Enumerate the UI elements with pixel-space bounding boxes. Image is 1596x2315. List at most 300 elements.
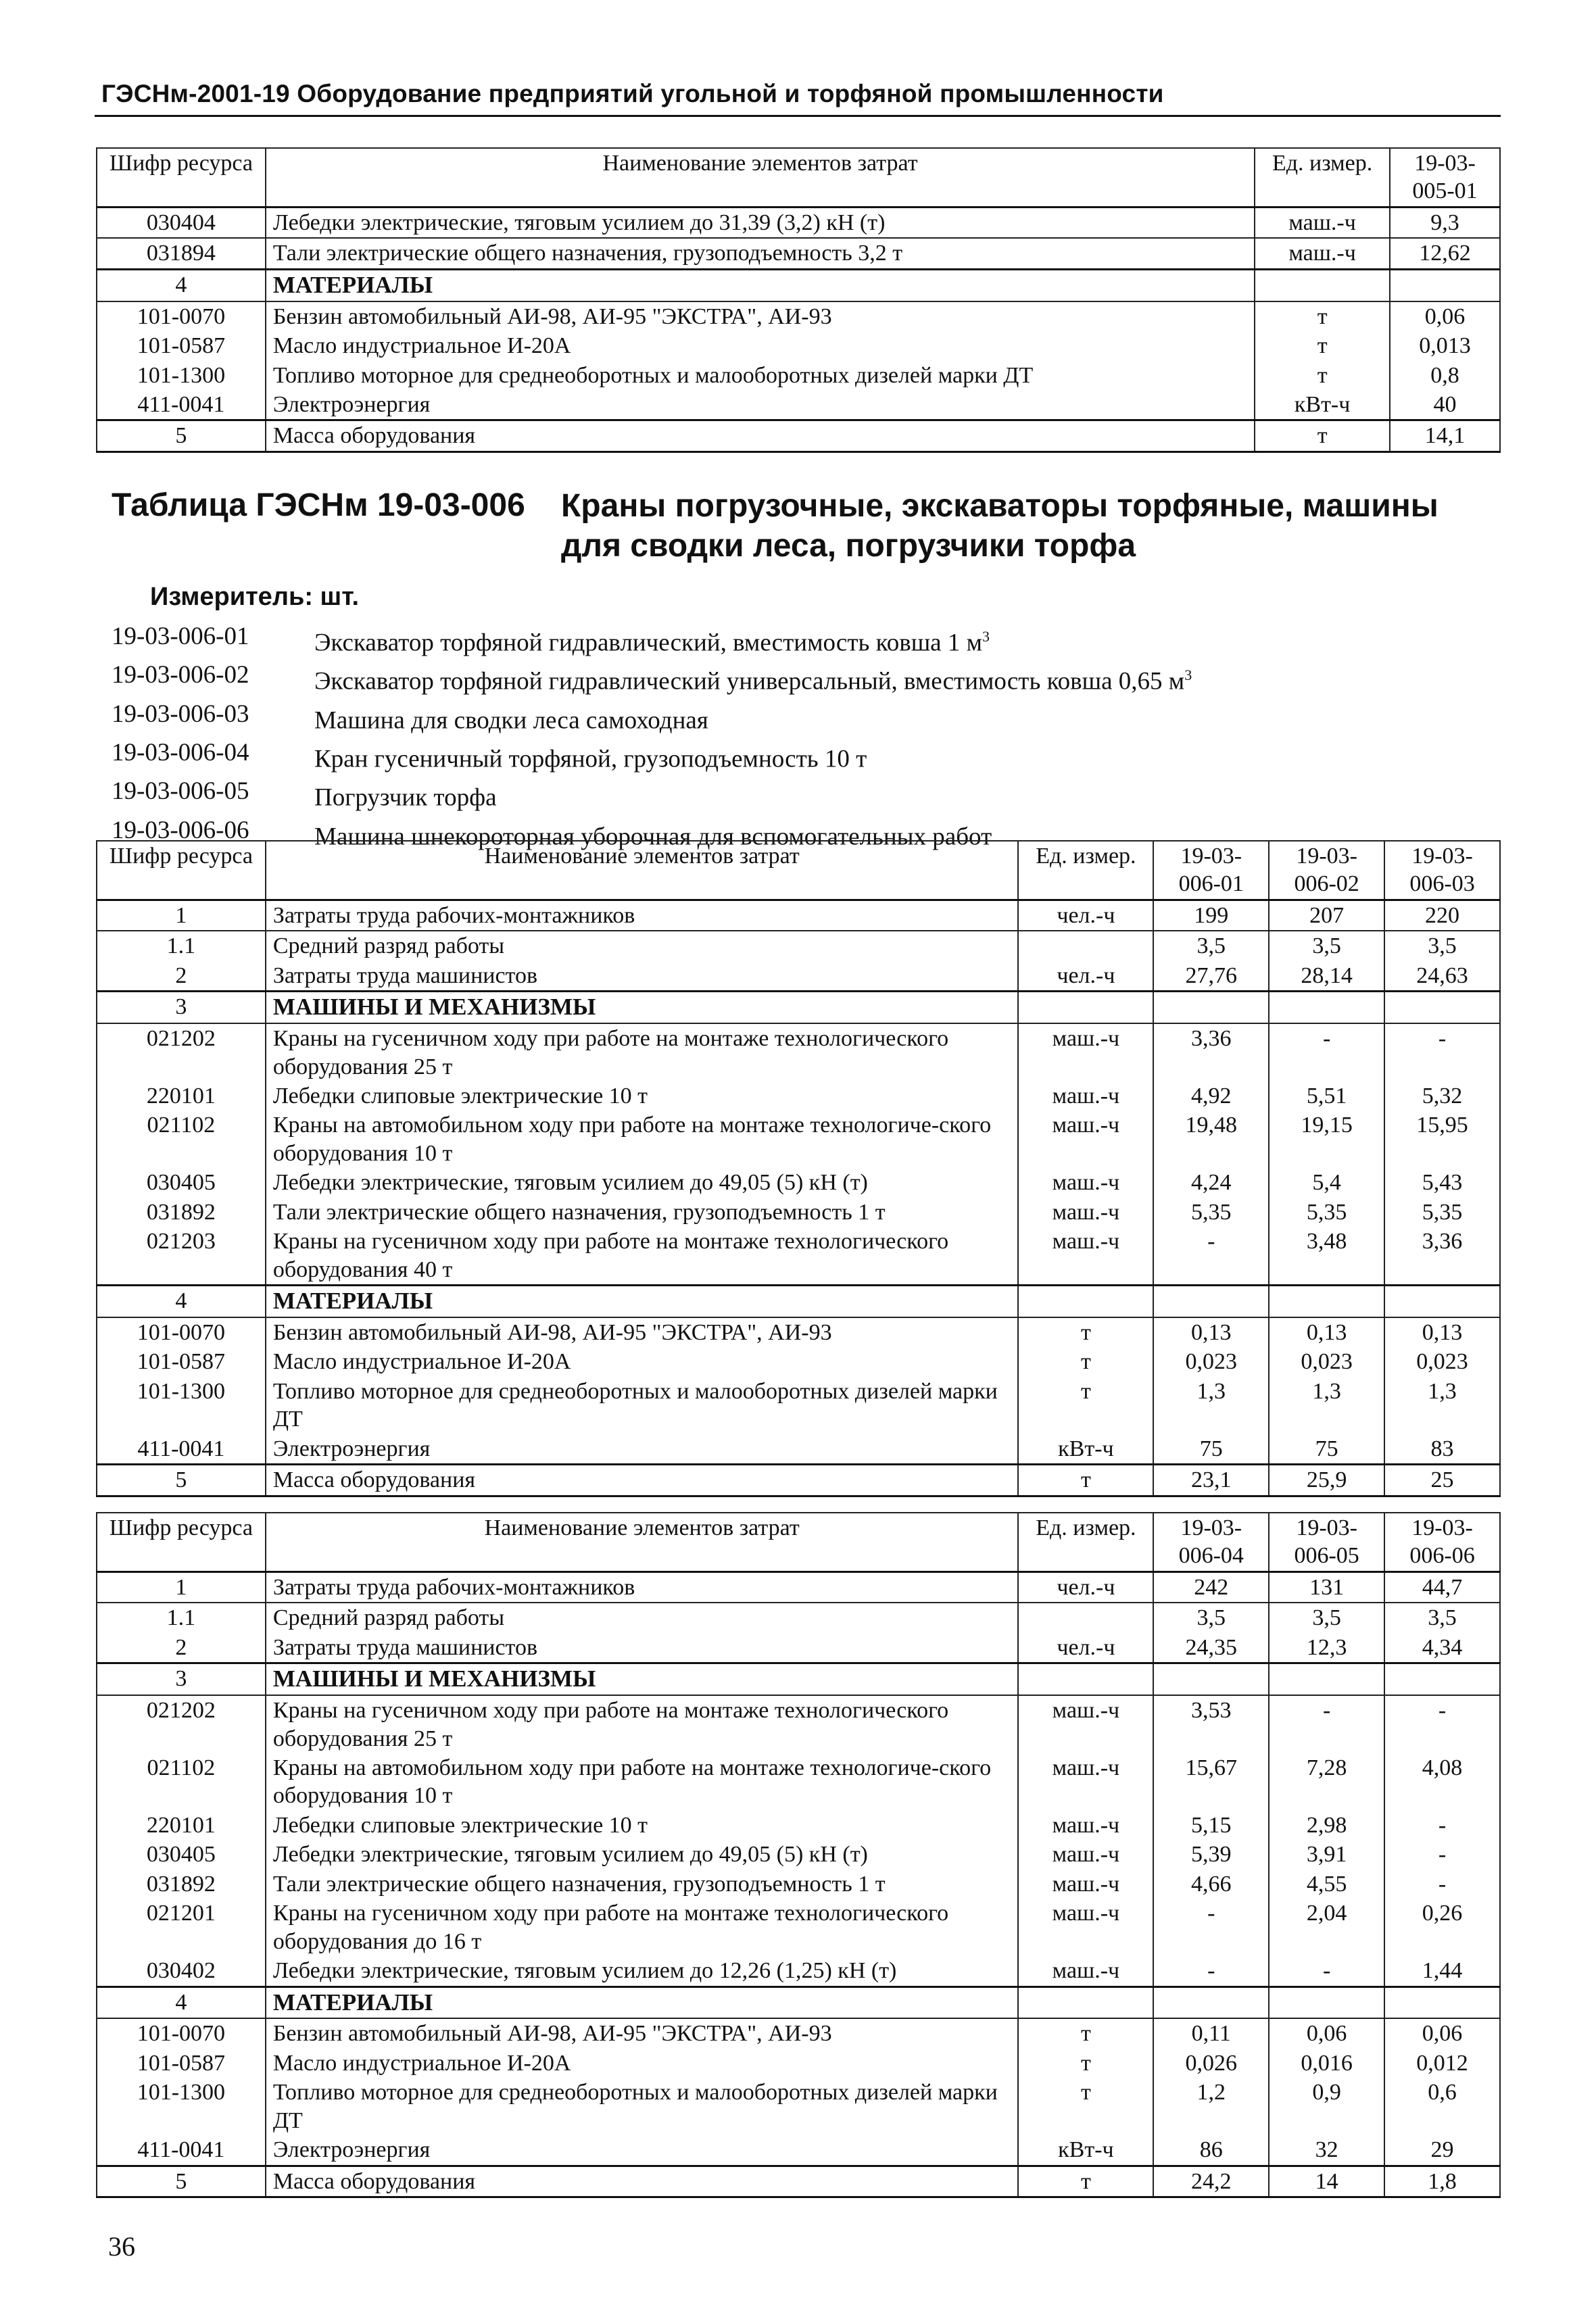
resource-code: 021102 xyxy=(97,1111,266,1168)
resource-name: Электроэнергия xyxy=(266,1434,1019,1465)
resource-value: 5,35 xyxy=(1384,1198,1500,1227)
resource-code: 5 xyxy=(97,1465,266,1496)
table-row xyxy=(97,1347,1500,1376)
resource-unit: чел.-ч xyxy=(1018,1633,1153,1663)
resource-value: 5,43 xyxy=(1384,1168,1500,1197)
table-row xyxy=(97,931,1500,960)
table-row xyxy=(97,1317,1500,1347)
resource-name: Лебедки электрические, тяговым усилием до 12,26 (1,25) кН (т) xyxy=(266,1956,1019,1987)
resource-value: 3,5 xyxy=(1269,1603,1384,1632)
resource-name: Краны на гусеничном ходу при работе на монтаже технологического оборудования 40 т xyxy=(266,1227,1019,1285)
resource-name: МАШИНЫ И МЕХАНИЗМЫ xyxy=(266,1663,1019,1695)
resource-name: Тали электрические общего назначения, грузоподъемность 1 т xyxy=(266,1870,1019,1899)
resource-value: - xyxy=(1269,1956,1384,1987)
resource-value: 9,3 xyxy=(1390,207,1500,238)
resource-unit: т xyxy=(1255,331,1390,360)
resource-unit: т xyxy=(1018,2078,1153,2135)
item-code: 19-03-006-03 xyxy=(112,700,249,728)
resource-unit: маш.-ч xyxy=(1018,1081,1153,1111)
resource-value: 131 xyxy=(1269,1571,1384,1603)
resource-value: 1,3 xyxy=(1269,1377,1384,1434)
resource-code: 030402 xyxy=(97,1956,266,1987)
table-row xyxy=(97,1434,1500,1465)
resource-code: 1.1 xyxy=(97,1603,266,1632)
resource-name: Средний разряд работы xyxy=(266,931,1019,960)
resource-value: 0,9 xyxy=(1269,2078,1384,2135)
resource-code: 411-0041 xyxy=(97,2135,266,2166)
resource-value: 14,1 xyxy=(1390,420,1500,452)
table-row xyxy=(97,361,1500,390)
table-row xyxy=(97,1753,1500,1811)
resource-value: 3,5 xyxy=(1384,1603,1500,1632)
resource-value: - xyxy=(1269,1023,1384,1081)
resource-value: - xyxy=(1153,1227,1269,1285)
resource-value: 0,13 xyxy=(1153,1317,1269,1347)
resource-value: 27,76 xyxy=(1153,961,1269,992)
resource-value: 1,2 xyxy=(1153,2078,1269,2135)
resource-code: 101-0587 xyxy=(97,2049,266,2078)
resource-code: 101-0070 xyxy=(97,1317,266,1347)
resource-name: Электроэнергия xyxy=(266,390,1255,420)
table-row xyxy=(97,1899,1500,1956)
resource-name: Бензин автомобильный АИ-98, АИ-95 "ЭКСТРА", АИ-93 xyxy=(266,2018,1019,2048)
resource-value xyxy=(1269,1987,1384,2018)
resource-value xyxy=(1153,1987,1269,2018)
header-col-1: 19-03-006-01 xyxy=(1153,841,1269,900)
page-header: ГЭСНм-2001-19 Оборудование предприятий угольной и торфяной промышленности xyxy=(101,80,1164,107)
resource-name: Лебедки электрические, тяговым усилием до 49,05 (5) кН (т) xyxy=(266,1840,1019,1869)
item-superscript: 3 xyxy=(982,628,990,645)
resource-value: 3,5 xyxy=(1153,1603,1269,1632)
resource-unit xyxy=(1018,1987,1153,2018)
resource-unit: маш.-ч xyxy=(1018,1956,1153,1987)
resource-unit: маш.-ч xyxy=(1018,1168,1153,1197)
item-code: 19-03-006-01 xyxy=(112,623,249,650)
table-row xyxy=(97,269,1500,301)
resource-value: 0,13 xyxy=(1384,1317,1500,1347)
resource-name: Затраты труда рабочих-монтажников xyxy=(266,1571,1019,1603)
resource-unit: кВт-ч xyxy=(1018,1434,1153,1465)
table-row xyxy=(97,1695,1500,1753)
resource-unit: маш.-ч xyxy=(1018,1023,1153,1081)
resource-code: 101-0587 xyxy=(97,1347,266,1376)
resource-code: 101-0070 xyxy=(97,301,266,331)
resource-name: Топливо моторное для среднеоборотных и малооборотных дизелей марки ДТ xyxy=(266,1377,1019,1434)
header-col-2: 19-03-006-05 xyxy=(1269,1513,1384,1571)
resource-name: Топливо моторное для среднеоборотных и малооборотных дизелей марки ДТ xyxy=(266,2078,1019,2135)
table-row xyxy=(97,331,1500,360)
table-row xyxy=(97,1023,1500,1081)
resource-value: 24,35 xyxy=(1153,1633,1269,1663)
table-row xyxy=(97,1377,1500,1434)
resource-name: Краны на гусеничном ходу при работе на монтаже технологического оборудования 25 т xyxy=(266,1695,1019,1753)
resource-value xyxy=(1384,1663,1500,1695)
resource-unit: кВт-ч xyxy=(1018,2135,1153,2166)
resource-value: 4,55 xyxy=(1269,1870,1384,1899)
resource-name: Затраты труда машинистов xyxy=(266,1633,1019,1663)
resource-name: Электроэнергия xyxy=(266,2135,1019,2166)
resource-value: 3,53 xyxy=(1153,1695,1269,1753)
resource-value: - xyxy=(1384,1811,1500,1840)
resource-value: 199 xyxy=(1153,900,1269,931)
resource-value: 1,3 xyxy=(1153,1377,1269,1434)
resource-value: 1,3 xyxy=(1384,1377,1500,1434)
list-item xyxy=(112,659,1192,698)
resource-value: 3,5 xyxy=(1384,931,1500,960)
table-row xyxy=(97,900,1500,931)
resource-unit: кВт-ч xyxy=(1255,390,1390,420)
item-code: 19-03-006-06 xyxy=(112,816,249,844)
item-list xyxy=(112,620,1192,853)
resource-code: 101-1300 xyxy=(97,1377,266,1434)
table-row xyxy=(97,2018,1500,2048)
resource-unit xyxy=(1018,1286,1153,1317)
resource-name: Краны на гусеничном ходу при работе на монтаже технологического оборудования 25 т xyxy=(266,1023,1019,1081)
list-item xyxy=(112,737,1192,775)
list-item xyxy=(112,620,1192,659)
resource-unit: маш.-ч xyxy=(1018,1111,1153,1168)
resource-name: МАШИНЫ И МЕХАНИЗМЫ xyxy=(266,992,1019,1023)
resource-code: 1.1 xyxy=(97,931,266,960)
resource-unit: т xyxy=(1255,301,1390,331)
item-text xyxy=(314,737,867,775)
resource-code: 4 xyxy=(97,1987,266,2018)
resource-value xyxy=(1384,1987,1500,2018)
resource-unit xyxy=(1018,1663,1153,1695)
resource-value: 0,023 xyxy=(1269,1347,1384,1376)
resource-value: 5,35 xyxy=(1269,1198,1384,1227)
resource-unit: т xyxy=(1255,361,1390,390)
item-text-main: Машина шнекороторная уборочная для вспомогательных работ xyxy=(314,822,992,850)
resource-unit: т xyxy=(1018,1347,1153,1376)
header-col-3: 19-03-006-06 xyxy=(1384,1513,1500,1571)
resource-value: 3,91 xyxy=(1269,1840,1384,1869)
resource-unit: маш.-ч xyxy=(1018,1198,1153,1227)
resource-name: Лебедки электрические, тяговым усилием до 31,39 (3,2) кН (т) xyxy=(266,207,1255,238)
resource-unit: т xyxy=(1018,2018,1153,2048)
table-row xyxy=(97,1811,1500,1840)
resource-code: 101-1300 xyxy=(97,2078,266,2135)
resource-name: Масло индустриальное И-20А xyxy=(266,331,1255,360)
resource-value: - xyxy=(1384,1840,1500,1869)
resource-name: Топливо моторное для среднеоборотных и малооборотных дизелей марки ДТ xyxy=(266,361,1255,390)
resource-value: 5,39 xyxy=(1153,1840,1269,1869)
resource-unit xyxy=(1018,931,1153,960)
resource-value: 0,8 xyxy=(1390,361,1500,390)
resource-value: 25 xyxy=(1384,1465,1500,1496)
resource-unit: маш.-ч xyxy=(1018,1695,1153,1753)
resource-code: 101-1300 xyxy=(97,361,266,390)
resource-code: 021201 xyxy=(97,1899,266,1956)
resource-value: 5,4 xyxy=(1269,1168,1384,1197)
header-unit: Ед. измер. xyxy=(1255,148,1390,207)
table-row xyxy=(97,2166,1500,2197)
resource-unit: чел.-ч xyxy=(1018,900,1153,931)
header-code: Шифр ресурса xyxy=(97,1513,266,1571)
list-item xyxy=(112,775,1192,814)
resource-code: 220101 xyxy=(97,1081,266,1111)
resource-name: Бензин автомобильный АИ-98, АИ-95 "ЭКСТРА", АИ-93 xyxy=(266,1317,1019,1347)
item-code: 19-03-006-02 xyxy=(112,661,249,689)
resource-value: 0,6 xyxy=(1384,2078,1500,2135)
resource-code: 2 xyxy=(97,961,266,992)
table-row xyxy=(97,420,1500,452)
resource-code: 3 xyxy=(97,992,266,1023)
resource-value: 5,32 xyxy=(1384,1081,1500,1111)
resource-value xyxy=(1269,992,1384,1023)
table-title-text: Краны погрузочные, экскаваторы торфяные, машины для сводки леса, погрузчики торфа xyxy=(561,488,1438,564)
item-text-main: Машина для сводки леса самоходная xyxy=(314,706,708,734)
resource-value: 7,28 xyxy=(1269,1753,1384,1811)
resource-value: 4,34 xyxy=(1384,1633,1500,1663)
resource-code: 021202 xyxy=(97,1695,266,1753)
resource-unit: чел.-ч xyxy=(1018,961,1153,992)
resource-code: 101-0587 xyxy=(97,331,266,360)
resource-code: 5 xyxy=(97,420,266,452)
item-text-main: Погрузчик торфа xyxy=(314,783,497,812)
resource-value: 0,026 xyxy=(1153,2049,1269,2078)
header-col-1: 19-03-005-01 xyxy=(1390,148,1500,207)
page-number: 36 xyxy=(108,2231,135,2262)
resource-name: Масло индустриальное И-20А xyxy=(266,1347,1019,1376)
resource-value xyxy=(1153,1663,1269,1695)
resource-value: 28,14 xyxy=(1269,961,1384,992)
resource-unit: маш.-ч xyxy=(1018,1227,1153,1285)
resource-unit: т xyxy=(1018,1377,1153,1434)
resource-value: 19,48 xyxy=(1153,1111,1269,1168)
resource-code: 101-0070 xyxy=(97,2018,266,2048)
resource-value: 1,8 xyxy=(1384,2166,1500,2197)
resource-name: Лебедки электрические, тяговым усилием до 49,05 (5) кН (т) xyxy=(266,1168,1019,1197)
resource-code: 220101 xyxy=(97,1811,266,1840)
resource-table-top xyxy=(96,147,1501,453)
resource-value: 19,15 xyxy=(1269,1111,1384,1168)
resource-name: Масло индустриальное И-20А xyxy=(266,2049,1019,2078)
resource-unit: т xyxy=(1018,1465,1153,1496)
resource-unit xyxy=(1018,1603,1153,1632)
item-code: 19-03-006-04 xyxy=(112,738,249,766)
resource-value: 44,7 xyxy=(1384,1571,1500,1603)
item-superscript: 3 xyxy=(1184,666,1192,684)
resource-value: 2,98 xyxy=(1269,1811,1384,1840)
header-col-3: 19-03-006-03 xyxy=(1384,841,1500,900)
resource-value xyxy=(1384,992,1500,1023)
table-row xyxy=(97,1465,1500,1496)
header-name: Наименование элементов затрат xyxy=(266,148,1255,207)
resource-value: - xyxy=(1153,1956,1269,1987)
resource-name: Краны на автомобильном ходу при работе на монтаже технологиче-ского оборудования 10 т xyxy=(266,1753,1019,1811)
header-code: Шифр ресурса xyxy=(97,841,266,900)
header-name: Наименование элементов затрат xyxy=(266,841,1019,900)
table-a-body xyxy=(97,900,1500,1496)
table-row xyxy=(97,1081,1500,1111)
resource-value: 40 xyxy=(1390,390,1500,420)
resource-value: 0,06 xyxy=(1269,2018,1384,2048)
resource-name: Масса оборудования xyxy=(266,1465,1019,1496)
table-row xyxy=(97,207,1500,238)
resource-name: МАТЕРИАЛЫ xyxy=(266,1286,1019,1317)
resource-value: 24,63 xyxy=(1384,961,1500,992)
resource-code: 030404 xyxy=(97,207,266,238)
resource-code: 1 xyxy=(97,900,266,931)
table-row xyxy=(97,301,1500,331)
table-row xyxy=(97,1603,1500,1632)
resource-unit: маш.-ч xyxy=(1255,238,1390,269)
resource-unit: маш.-ч xyxy=(1018,1840,1153,1869)
resource-value: 1,44 xyxy=(1384,1956,1500,1987)
measure-unit: Измеритель: шт. xyxy=(150,583,360,611)
resource-unit: маш.-ч xyxy=(1018,1811,1153,1840)
resource-code: 031894 xyxy=(97,238,266,269)
table-row xyxy=(97,1571,1500,1603)
resource-value: - xyxy=(1269,1695,1384,1753)
resource-code: 4 xyxy=(97,269,266,301)
item-text xyxy=(314,659,1192,698)
resource-value: 5,15 xyxy=(1153,1811,1269,1840)
resource-code: 031892 xyxy=(97,1198,266,1227)
resource-code: 411-0041 xyxy=(97,390,266,420)
resource-value: 15,67 xyxy=(1153,1753,1269,1811)
resource-value: 0,023 xyxy=(1384,1347,1500,1376)
resource-value: 15,95 xyxy=(1384,1111,1500,1168)
resource-unit: маш.-ч xyxy=(1018,1753,1153,1811)
resource-value xyxy=(1269,1286,1384,1317)
resource-value xyxy=(1269,1663,1384,1695)
resource-code: 030405 xyxy=(97,1168,266,1197)
resource-code: 3 xyxy=(97,1663,266,1695)
resource-value: 0,016 xyxy=(1269,2049,1384,2078)
resource-name: Краны на автомобильном ходу при работе на монтаже технологиче-ского оборудования 10 т xyxy=(266,1111,1019,1168)
resource-value: 5,35 xyxy=(1153,1198,1269,1227)
resource-value: 0,26 xyxy=(1384,1899,1500,1956)
table-row xyxy=(97,2078,1500,2135)
resource-name: Краны на гусеничном ходу при работе на монтаже технологического оборудования до 16 т xyxy=(266,1899,1019,1956)
resource-code: 021102 xyxy=(97,1753,266,1811)
resource-value: 4,24 xyxy=(1153,1168,1269,1197)
header-col-1: 19-03-006-04 xyxy=(1153,1513,1269,1571)
resource-value: - xyxy=(1384,1870,1500,1899)
resource-table-a xyxy=(96,840,1501,1497)
resource-value: 220 xyxy=(1384,900,1500,931)
item-text xyxy=(314,698,708,737)
resource-value: 4,92 xyxy=(1153,1081,1269,1111)
resource-value: 0,013 xyxy=(1390,331,1500,360)
resource-code: 4 xyxy=(97,1286,266,1317)
table-row xyxy=(97,1111,1500,1168)
header-name: Наименование элементов затрат xyxy=(266,1513,1019,1571)
resource-value: 14 xyxy=(1269,2166,1384,2197)
item-code: 19-03-006-05 xyxy=(112,777,249,806)
resource-value: - xyxy=(1384,1023,1500,1081)
table-row xyxy=(97,1633,1500,1663)
resource-name: Тали электрические общего назначения, грузоподъемность 3,2 т xyxy=(266,238,1255,269)
resource-value xyxy=(1153,992,1269,1023)
header-col-2: 19-03-006-02 xyxy=(1269,841,1384,900)
resource-value: 0,012 xyxy=(1384,2049,1500,2078)
table-row xyxy=(97,1840,1500,1869)
resource-code: 1 xyxy=(97,1571,266,1603)
resource-value: 23,1 xyxy=(1153,1465,1269,1496)
resource-value: 29 xyxy=(1384,2135,1500,2166)
resource-unit: чел.-ч xyxy=(1018,1571,1153,1603)
resource-value xyxy=(1390,269,1500,301)
table-row xyxy=(97,390,1500,420)
table-b-body xyxy=(97,1571,1500,2197)
resource-value: 0,06 xyxy=(1390,301,1500,331)
resource-unit: маш.-ч xyxy=(1018,1870,1153,1899)
resource-name: Лебедки слиповые электрические 10 т xyxy=(266,1081,1019,1111)
resource-unit xyxy=(1018,992,1153,1023)
resource-unit: т xyxy=(1255,420,1390,452)
resource-value: 75 xyxy=(1269,1434,1384,1465)
resource-value: 0,06 xyxy=(1384,2018,1500,2048)
resource-table-b xyxy=(96,1512,1501,2198)
table-row xyxy=(97,1956,1500,1987)
resource-value: 4,08 xyxy=(1384,1753,1500,1811)
resource-unit: т xyxy=(1018,1317,1153,1347)
resource-unit xyxy=(1255,269,1390,301)
resource-code: 021203 xyxy=(97,1227,266,1285)
table-row xyxy=(97,1286,1500,1317)
resource-value: 3,36 xyxy=(1153,1023,1269,1081)
resource-value: 5,51 xyxy=(1269,1081,1384,1111)
resource-unit: т xyxy=(1018,2049,1153,2078)
resource-name: Масса оборудования xyxy=(266,2166,1019,2197)
table-row xyxy=(97,1987,1500,2018)
resource-value: 12,62 xyxy=(1390,238,1500,269)
resource-value: 207 xyxy=(1269,900,1384,931)
item-text-main: Экскаватор торфяной гидравлический универсальный, вместимость ковша 0,65 м xyxy=(314,667,1185,696)
resource-name: Лебедки слиповые электрические 10 т xyxy=(266,1811,1019,1840)
table-title-prefix: Таблица ГЭСНм 19-03-006 xyxy=(112,487,525,523)
resource-name: Затраты труда рабочих-монтажников xyxy=(266,900,1019,931)
item-text xyxy=(314,620,990,659)
table-row xyxy=(97,1663,1500,1695)
resource-name: Тали электрические общего назначения, грузоподъемность 1 т xyxy=(266,1198,1019,1227)
resource-value xyxy=(1384,1286,1500,1317)
table-row xyxy=(97,238,1500,269)
resource-value: 0,11 xyxy=(1153,2018,1269,2048)
resource-value: 3,5 xyxy=(1269,931,1384,960)
resource-value: 83 xyxy=(1384,1434,1500,1465)
table-top-body xyxy=(97,207,1500,452)
header-unit: Ед. измер. xyxy=(1018,1513,1153,1571)
resource-value: 12,3 xyxy=(1269,1633,1384,1663)
resource-value: 32 xyxy=(1269,2135,1384,2166)
resource-value: 2,04 xyxy=(1269,1899,1384,1956)
resource-value: 86 xyxy=(1153,2135,1269,2166)
resource-code: 030405 xyxy=(97,1840,266,1869)
item-text xyxy=(314,775,497,814)
header-code: Шифр ресурса xyxy=(97,148,266,207)
resource-unit: маш.-ч xyxy=(1018,1899,1153,1956)
table-row xyxy=(97,2135,1500,2166)
table-row xyxy=(97,1198,1500,1227)
resource-value: 3,48 xyxy=(1269,1227,1384,1285)
resource-value: 242 xyxy=(1153,1571,1269,1603)
resource-code: 021202 xyxy=(97,1023,266,1081)
resource-value: 0,023 xyxy=(1153,1347,1269,1376)
resource-code: 411-0041 xyxy=(97,1434,266,1465)
resource-name: Бензин автомобильный АИ-98, АИ-95 "ЭКСТРА", АИ-93 xyxy=(266,301,1255,331)
resource-unit: маш.-ч xyxy=(1255,207,1390,238)
resource-unit: т xyxy=(1018,2166,1153,2197)
resource-value: 24,2 xyxy=(1153,2166,1269,2197)
table-row xyxy=(97,1227,1500,1285)
resource-value: 3,36 xyxy=(1384,1227,1500,1285)
resource-value: 75 xyxy=(1153,1434,1269,1465)
header-rule xyxy=(95,115,1501,117)
